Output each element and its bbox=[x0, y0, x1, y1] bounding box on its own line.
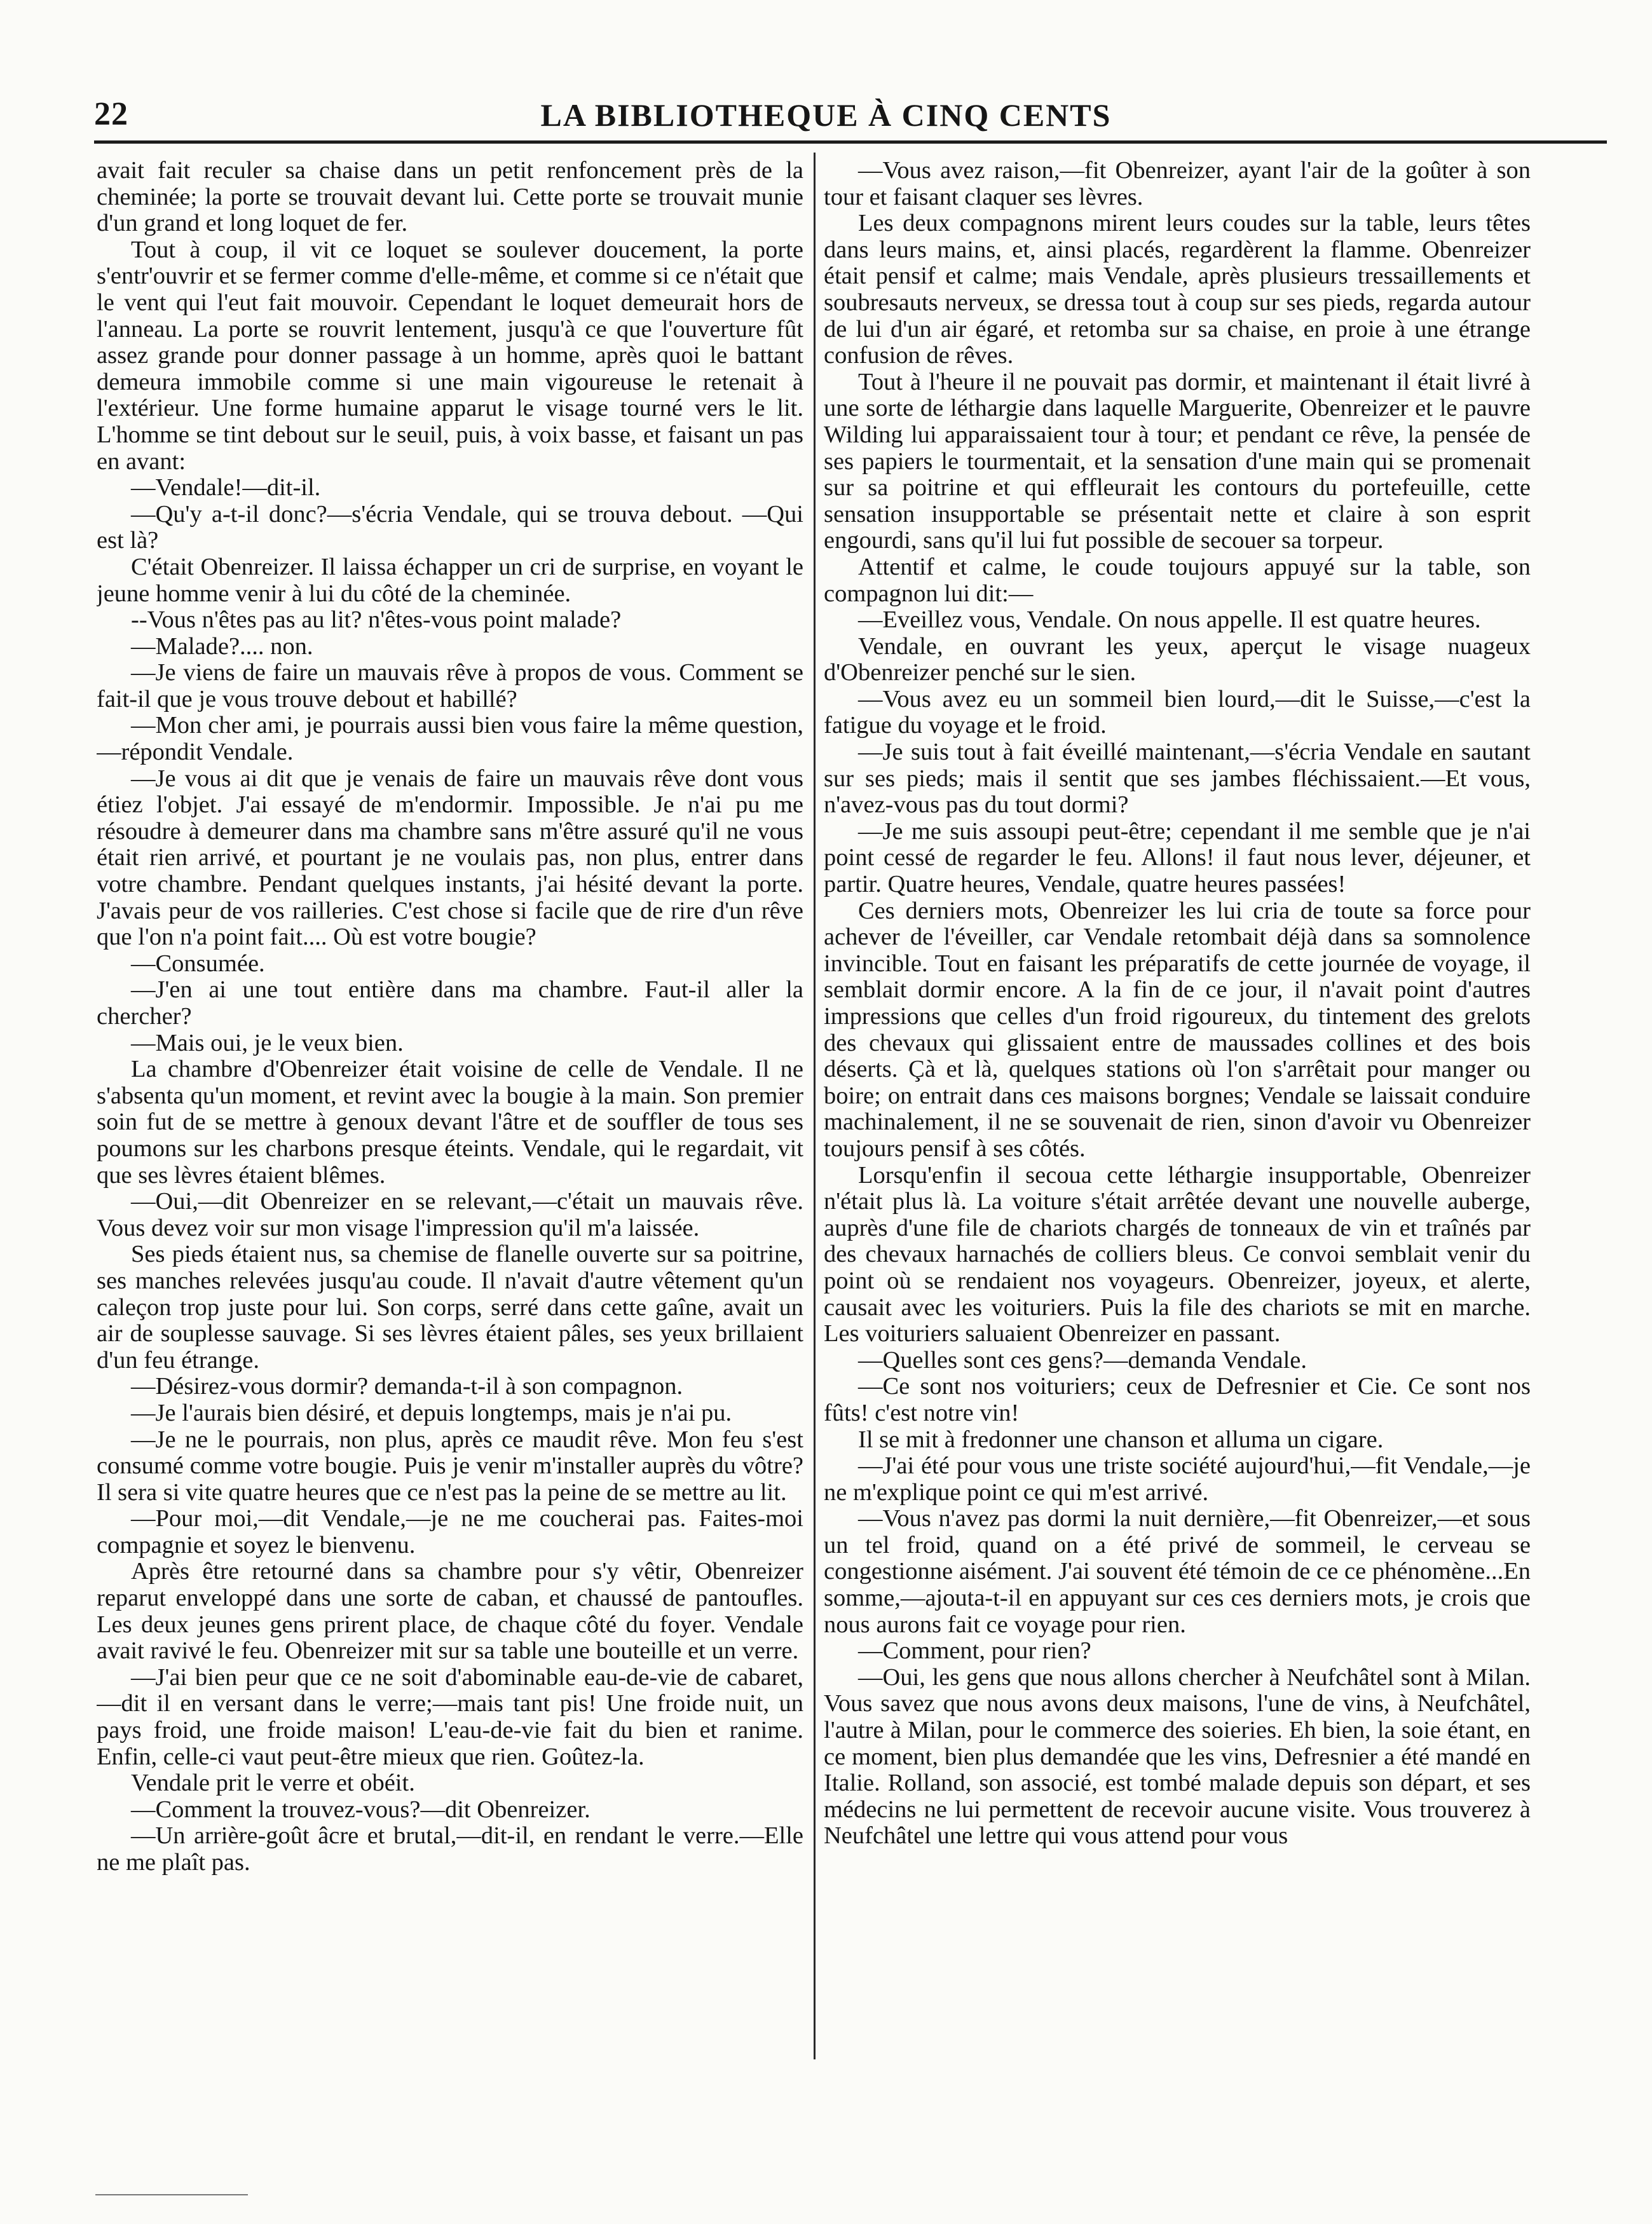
left-column bbox=[97, 158, 803, 2052]
paragraph: —Eveillez vous, Vendale. On nous appelle. Il est quatre heures. bbox=[858, 606, 1481, 634]
paragraph: —J'en ai une tout entière dans ma chambre. Faut-il aller la chercher? bbox=[97, 976, 803, 1030]
paragraph: Vendale prit le verre et obéit. bbox=[131, 1770, 415, 1797]
paragraph: Les deux compagnons mirent leurs coudes sur la table, leurs têtes dans leurs mains, et, ainsi placés, regardèrent la flamme. Obenreizer était pensif et calme; mais Vendale, après plusieurs tressaillements et soubresauts nerveux, se dressa tout à coup sur ses pieds, regarda autour de lui d'un air égaré, et retomba sur sa chaise, en proie à une étrange confusion de rêves. bbox=[824, 210, 1531, 369]
paragraph: —Je suis tout à fait éveillé maintenant,—s'écria Vendale en sautant sur ses pieds; mais il sentit que ses jambes fléchissaient.—Et vous, n'avez-vous pas du tout dormi? bbox=[824, 739, 1531, 819]
paragraph: —Qu'y a-t-il donc?—s'écria Vendale, qui se trouva debout. —Qui est là? bbox=[97, 500, 803, 554]
paragraph: —Désirez-vous dormir? demanda-t-il à son compagnon. bbox=[131, 1373, 683, 1400]
paragraph: --Vous n'êtes pas au lit? n'êtes-vous point malade? bbox=[131, 606, 622, 634]
paragraph: —Mon cher ami, je pourrais aussi bien vous faire la même question,—répondit Vendale. bbox=[97, 712, 803, 766]
paragraph: —Je ne le pourrais, non plus, après ce maudit rêve. Mon feu s'est consumé comme votre bougie. Puis je venir m'installer auprès du vôtre? Il sera si vite quatre heures que ce n'est pas la peine de se mettre au lit. bbox=[97, 1426, 803, 1506]
paragraph: Après être retourné dans sa chambre pour s'y vêtir, Obenreizer reparut enveloppé dans une sorte de caban, et chaussé de pantoufles. Les deux jeunes gens prirent place, de chaque côté du foyer. Vendale avait ravivé le feu. Obenreizer mit sur sa table une bouteille et un verre. bbox=[97, 1558, 803, 1665]
paragraph: —Comment la trouvez-vous?—dit Obenreizer. bbox=[131, 1796, 590, 1823]
paragraph: —Mais oui, je le veux bien. bbox=[131, 1029, 404, 1056]
paragraph: C'était Obenreizer. Il laissa échapper un cri de surprise, en voyant le jeune homme venir à lui du côté de la cheminée. bbox=[97, 553, 803, 607]
paragraph: —Oui, les gens que nous allons chercher à Neufchâtel sont à Milan. Vous savez que nous avons deux maisons, l'une de vins, à Neufchâtel, l'autre à Milan, pour le commerce des soieries. Eh bien, la soie étant, en ce moment, bien plus demandée que les vins, Defresnier a été mandé en Italie. Rolland, son associé, est tombé malade depuis son départ, et ses médecins ne lui permettent de recevoir aucune visite. Vous trouverez à Neufchâtel une lettre qui vous attend pour vous bbox=[824, 1663, 1531, 1850]
paragraph: —Vous avez eu un sommeil bien lourd,—dit le Suisse,—c'est la fatigue du voyage et le froid. bbox=[824, 685, 1531, 739]
paragraph: —Oui,—dit Obenreizer en se relevant,—c'était un mauvais rêve. Vous devez voir sur mon visage l'impression qu'il m'a laissée. bbox=[97, 1188, 803, 1241]
paragraph: —J'ai été pour vous une triste société aujourd'hui,—fit Vendale,—je ne m'explique point ce qui m'est arrivé. bbox=[824, 1452, 1531, 1506]
paragraph: Tout à l'heure il ne pouvait pas dormir, et maintenant il était livré à une sorte de léthargie dans laquelle Marguerite, Obenreizer et le pauvre Wilding lui apparaissaient tour à tour; et pendant ce rêve, la pensée de ses papiers le tourmentait, et la sensation d'une main qui se promenait sur sa poitrine et qui effleurait les contours du portefeuille, cette sensation insupportable se présentait nette et claire à son esprit engourdi, sans qu'il lui fut possible de secouer sa torpeur. bbox=[824, 368, 1531, 554]
paragraph: —Un arrière-goût âcre et brutal,—dit-il, en rendant le verre.—Elle ne me plaît pas. bbox=[97, 1822, 803, 1876]
paragraph: —Je me suis assoupi peut-être; cependant il me semble que je n'ai point cessé de regarder le feu. Allons! il faut nous lever, déjeuner, et partir. Quatre heures, Vendale, quatre heures passées! bbox=[824, 817, 1531, 898]
header-rule bbox=[94, 140, 1607, 144]
paragraph: —Vendale!—dit-il. bbox=[131, 474, 321, 501]
paragraph: —Consumée. bbox=[131, 950, 265, 977]
page-number: 22 bbox=[94, 96, 128, 132]
paragraph: Il se mit à fredonner une chanson et alluma un cigare. bbox=[858, 1426, 1384, 1453]
column-divider bbox=[814, 153, 816, 2059]
paragraph: —Vous n'avez pas dormi la nuit dernière,—fit Obenreizer,—et sous un tel froid, quand on a été privé de sommeil, le cerveau se congestionne aisément. J'ai souvent été témoin de ce ce phénomène...En somme,—ajouta-t-il en appuyant sur ces ces derniers mots, je crois que nous aurons fait ce voyage pour rien. bbox=[824, 1505, 1531, 1638]
paragraph: Vendale, en ouvrant les yeux, aperçut le visage nuageux d'Obenreizer penché sur le sien. bbox=[824, 632, 1531, 686]
paragraph: —Je viens de faire un mauvais rêve à propos de vous. Comment se fait-il que je vous trouve debout et habillé? bbox=[97, 659, 803, 713]
footer-rule bbox=[95, 2194, 248, 2195]
right-column bbox=[824, 158, 1531, 2052]
paragraph: avait fait reculer sa chaise dans un petit renfoncement près de la cheminée; la porte se trouvait devant lui. Cette porte se trouvait munie d'un grand et long loquet de fer. bbox=[97, 158, 803, 237]
paragraph: —Ce sont nos voituriers; ceux de Defresnier et Cie. Ce sont nos fûts! c'est notre vin! bbox=[824, 1373, 1531, 1426]
paragraph: Ses pieds étaient nus, sa chemise de flanelle ouverte sur sa poitrine, ses manches relevées jusqu'au coude. Il n'avait d'autre vêtement qu'un caleçon trop juste pour lui. Son corps, serré dans cette gaîne, avait un air de souplesse sauvage. Si ses lèvres étaient pâles, ses yeux brillaient d'un feu étrange. bbox=[97, 1241, 803, 1374]
running-title: LA BIBLIOTHEQUE À CINQ CENTS bbox=[540, 97, 1112, 133]
paragraph: Lorsqu'enfin il secoua cette léthargie insupportable, Obenreizer n'était plus là. La voiture s'était arrêtée devant une nouvelle auberge, auprès d'une file de chariots chargés de tonneaux de vin et traînés par des chevaux harnachés de colliers bleus. Ce convoi semblait venir du point où se rendaient nos voyageurs. Obenreizer, joyeux, et alerte, causait avec les voituriers. Puis la file des chariots se mit en marche. Les voituriers saluaient Obenreizer en passant. bbox=[824, 1161, 1531, 1347]
paragraph: Ces derniers mots, Obenreizer les lui cria de toute sa force pour achever de l'éveiller, car Vendale retombait déjà dans sa somnolence invincible. Tout en faisant les préparatifs de cette journée de voyage, il semblait dormir encore. A la fin de ce jour, il n'avait point d'autres impressions que celles d'un froid rigoureux, du tintement des grelots des chevaux qui glissaient entre de maussades collines et des bois déserts. Çà et là, quelques stations où l'on s'arrêtait pour manger ou boire; on entrait dans ces maisons borgnes; Vendale se laissait conduire machinalement, il ne se souvenait de rien, sinon d'avoir vu Obenreizer toujours pensif à ses côtés. bbox=[824, 897, 1531, 1162]
paragraph: —Quelles sont ces gens?—demanda Vendale. bbox=[858, 1346, 1307, 1374]
paragraph: —Vous avez raison,—fit Obenreizer, ayant l'air de la goûter à son tour et faisant claquer ses lèvres. bbox=[824, 158, 1531, 210]
paragraph: —Comment, pour rien? bbox=[858, 1637, 1091, 1665]
paragraph: La chambre d'Obenreizer était voisine de celle de Vendale. Il ne s'absenta qu'un moment, et revint avec la bougie à la main. Son premier soin fut de se mettre à genoux devant l'âtre et de souffler de tous ses poumons sur les charbons presque éteints. Vendale, qui le regardait, vit que ses lèvres étaient blêmes. bbox=[97, 1056, 803, 1189]
paragraph: Attentif et calme, le coude toujours appuyé sur la table, son compagnon lui dit:— bbox=[824, 553, 1531, 607]
paragraph: Tout à coup, il vit ce loquet se soulever doucement, la porte s'entr'ouvrir et se fermer comme d'elle-même, et comme si ce n'était que le vent qui l'eut fait mouvoir. Cependant le loquet demeurait hors de l'anneau. La porte se rouvrit lentement, jusqu'à ce que l'ouverture fût assez grande pour donner passage à un homme, après quoi le battant demeura immobile comme si une main vigoureuse le retenait à l'extérieur. Une forme humaine apparut le visage tourné vers le lit. L'homme se tint debout sur le seuil, puis, à voix basse, et faisant un pas en avant: bbox=[97, 236, 803, 475]
paragraph: —Je vous ai dit que je venais de faire un mauvais rêve dont vous étiez l'objet. J'ai essayé de m'endormir. Impossible. Je n'ai pu me résoudre à demeurer dans ma chambre sans m'être assuré qu'il ne vous était rien arrivé, et pourtant je ne voulais pas, non plus, entrer dans votre chambre. Pendant quelques instants, j'ai hésité devant la porte. J'avais peur de vos railleries. C'est chose si facile que de rire d'un rêve que l'on n'a point fait.... Où est votre bougie? bbox=[97, 765, 803, 951]
paragraph: —J'ai bien peur que ce ne soit d'abominable eau-de-vie de cabaret,—dit il en versant dans le verre;—mais tant pis! Une froide nuit, un pays froid, une froide maison! L'eau-de-vie fait du bien et ranime. Enfin, celle-ci vaut peut-être mieux que rien. Goûtez-la. bbox=[97, 1663, 803, 1770]
paragraph: —Malade?.... non. bbox=[131, 632, 313, 660]
paragraph: —Je l'aurais bien désiré, et depuis longtemps, mais je n'ai pu. bbox=[131, 1399, 732, 1426]
paragraph: —Pour moi,—dit Vendale,—je ne me coucherai pas. Faites-moi compagnie et soyez le bienvenu. bbox=[97, 1505, 803, 1559]
